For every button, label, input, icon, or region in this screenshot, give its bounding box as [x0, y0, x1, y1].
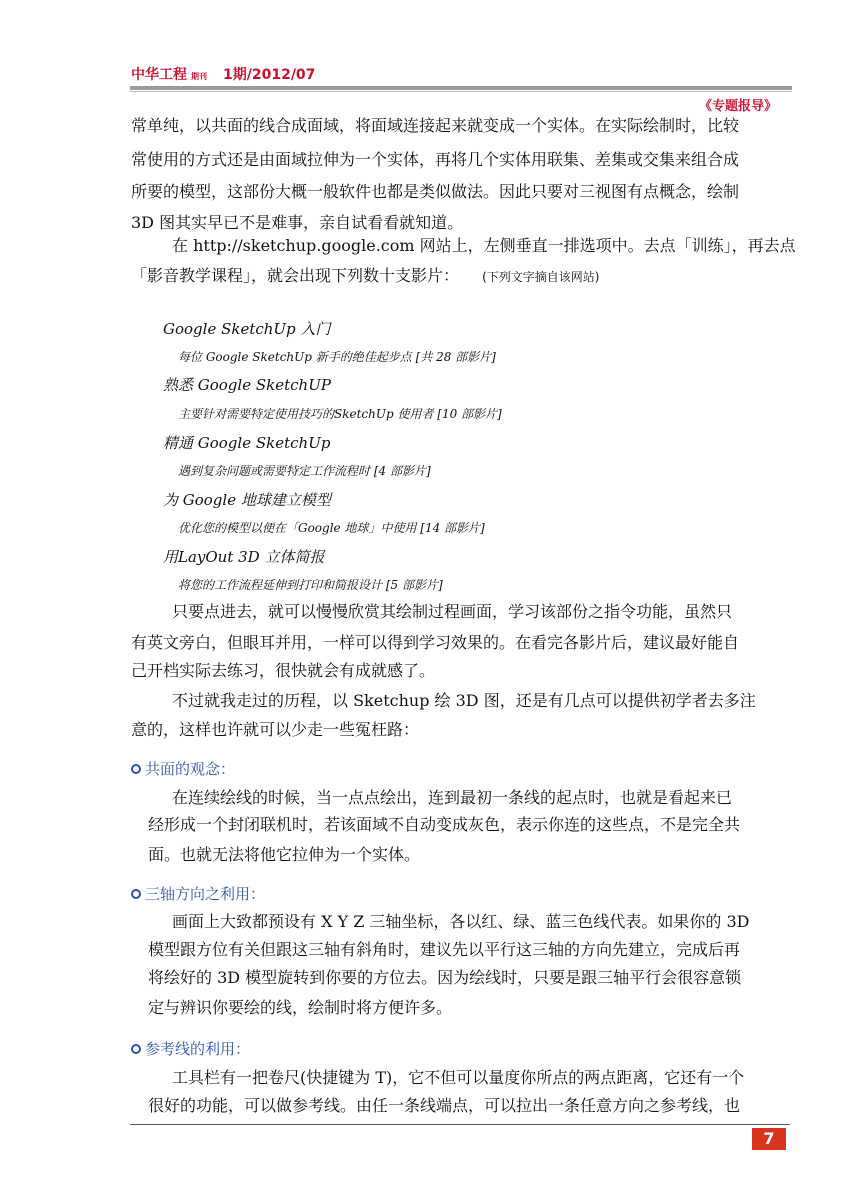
bullet-heading: [131, 758, 235, 779]
text-line: 在连续绘线的时候，当一点点绘出，连到最初一条线的起点时，也就是看起来已: [172, 788, 733, 807]
site-line: 在 http://sketchup.google.com 网站上，左侧垂直一排选项中。去点「训练」，再去点: [172, 236, 796, 255]
bullet-heading: [131, 883, 265, 904]
text-line: 画面上大致都预设有 X Y Z 三轴坐标，各以红、绿、蓝三色线代表。如果你的 3D: [172, 912, 750, 931]
text-line: 不过就我走过的历程，以 Sketchup 绘 3D 图，还是有几点可以提供初学者去多注: [172, 691, 756, 710]
site-line: [131, 266, 599, 287]
course-title: 熟悉 Google SketchUP: [163, 376, 331, 394]
issue-type: 期刊: [191, 72, 207, 81]
text-line: 很好的功能，可以做参考线。由任一条线端点，可以拉出一条任意方向之参考线，也: [148, 1096, 741, 1115]
course-title: 精通 Google SketchUp: [163, 434, 331, 452]
text-line: 己开档实际去练习，很快就会有成就感了。: [131, 661, 436, 680]
journal-name: 中华工程: [131, 67, 187, 83]
course-title: Google SketchUp 入门: [163, 320, 331, 338]
bullet-circle-icon: [131, 764, 141, 774]
text-line: 常单纯，以共面的线合成面域，将面域连接起来就变成一个实体。在实际绘制时，比较: [131, 116, 740, 135]
text-line: 所要的模型，这部份大概一般软件也都是类似做法。因此只要对三视图有点概念，绘制: [131, 182, 740, 201]
header-rule: [130, 86, 792, 90]
journal-header: [131, 64, 315, 84]
text-line: 有英文旁白，但眼耳并用，一样可以得到学习效果的。在看完各影片后，建议最好能自: [131, 633, 740, 652]
text-line: 意的，这样也许就可以少走一些冤枉路：: [131, 720, 420, 739]
course-desc: 遇到复杂问题或需要特定工作流程时 [4 部影片]: [178, 464, 431, 478]
section-tag: 《专题报导》: [698, 99, 777, 114]
page-number: 7: [752, 1128, 786, 1150]
course-title: 为 Google 地球建立模型: [163, 491, 331, 509]
bullet-heading-text: 三轴方向之利用：: [145, 885, 266, 903]
text-line: 面。也就无法将他它拉伸为一个实体。: [148, 845, 421, 864]
text-line: 定与辨识你要绘的线，绘制时将方便许多。: [148, 998, 453, 1017]
course-desc: 优化您的模型以便在「Google 地球」中使用 [14 部影片]: [178, 521, 485, 535]
header-rule-thin: [130, 91, 792, 92]
bullet-heading: [131, 1038, 250, 1059]
bullet-heading-text: 参考线的利用：: [145, 1040, 251, 1058]
site-line-text: 「影音教学课程」，就会出现下列数十支影片：: [131, 266, 460, 285]
footer-rule: [130, 1124, 790, 1125]
text-line: 模型跟方位有关但跟这三轴有斜角时，建议先以平行这三轴的方向先建立，完成后再: [148, 940, 741, 959]
source-note: (下列文字摘自该网站): [482, 270, 600, 284]
text-line: 经形成一个封闭联机时，若该面域不自动变成灰色，表示你连的这些点，不是完全共: [148, 815, 741, 834]
text-line: 只要点进去，就可以慢慢欣赏其绘制过程画面，学习该部份之指令功能，虽然只: [172, 602, 733, 621]
bullet-circle-icon: [131, 1044, 141, 1054]
course-desc: 每位 Google SketchUp 新手的绝佳起步点 [共 28 部影片]: [178, 350, 496, 364]
text-line: 3D 图其实早已不是难事，亲自试看看就知道。: [131, 213, 464, 232]
issue-info: 1期/2012/07: [223, 67, 316, 83]
course-desc: 将您的工作流程延伸到打印和简报设计 [5 部影片]: [178, 578, 443, 592]
course-title: 用LayOut 3D 立体简报: [163, 548, 325, 566]
text-line: 将绘好的 3D 模型旋转到你要的方位去。因为绘线时，只要是跟三轴平行会很容意锁: [148, 968, 742, 987]
bullet-circle-icon: [131, 889, 141, 899]
text-line: 工具栏有一把卷尺(快捷键为 T)，它不但可以量度你所点的两点距离，它还有一个: [172, 1068, 745, 1087]
course-desc: 主要针对需要特定使用技巧的SketchUp 使用者 [10 部影片]: [178, 407, 502, 421]
text-line: 常使用的方式还是由面域拉伸为一个实体，再将几个实体用联集、差集或交集来组合成: [131, 150, 740, 169]
bullet-heading-text: 共面的观念：: [145, 760, 236, 778]
